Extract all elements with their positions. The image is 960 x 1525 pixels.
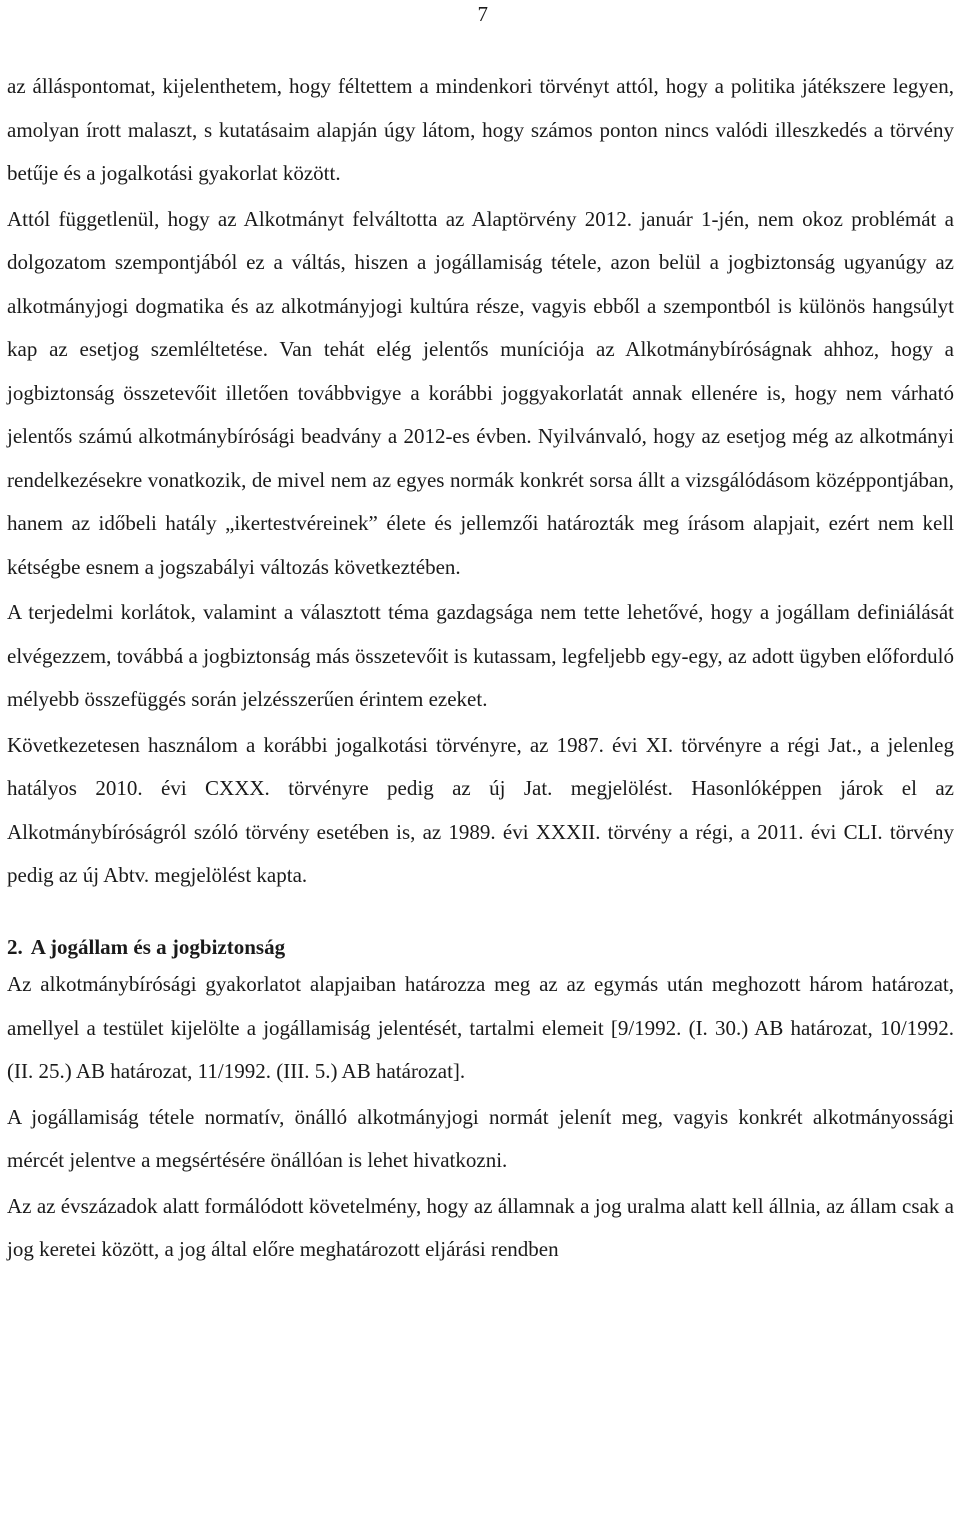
page-number: 7 xyxy=(477,2,488,26)
section-number: 2. xyxy=(7,934,23,959)
paragraph-2: Attól függetlenül, hogy az Alkotmányt felváltotta az Alaptörvény 2012. január 1-jén, nem okoz problémát a dolgozatom szempontjából ez a váltás, hiszen a jogállamiság tétele, azon belül a jogbiztonság ugyanúgy az alkotmányjogi dogmatika és az alkotmányjogi kultúra része, vagyis ebből a szempontból is különös hangsúlyt kap az esetjog szemléltetése. Van tehát elég jelentős muníciója az Alkotmánybíróságnak ahhoz, hogy a jogbiztonság összetevőit illetően továbbvigye a korábbi joggyakorlatát annak ellenére is, hogy nem várható jelentős számú alkotmánybírósági beadvány a 2012-es évben. Nyilvánvaló, hogy az esetjog még az alkotmányi rendelkezésekre vonatkozik, de mivel nem az egyes normák konkrét sorsa állt a vizsgálódásom középpontjában, hanem az időbeli hatály „ikertestvéreinek” élete és jellemzői határozták meg írásom alapjait, ezért nem kell kétségbe esnem a jogszabályi változás következtében. xyxy=(7,206,954,579)
paragraph-3: A terjedelmi korlátok, valamint a választott téma gazdagsága nem tette lehetővé, hogy a jogállam definiálását elvégezzem, továbbá a jogbiztonság más összetevőit is kutassam, legfeljebb egy-egy, az adott ügyben előforduló mélyebb összefüggés során jelzésszerűen érintem ezeket. xyxy=(7,600,954,711)
paragraph-1: az álláspontomat, kijelenthetem, hogy féltettem a mindenkori törvényt attól, hogy a politika játékszere legyen, amolyan írott malaszt, s kutatásaim alapján úgy látom, hogy számos ponton nincs valódi illeszkedés a törvény betűje és a jogalkotási gyakorlat között. xyxy=(7,74,954,185)
document-body xyxy=(7,65,954,1272)
section-title: A jogállam és a jogbiztonság xyxy=(30,934,286,959)
section-paragraph-2: A jogállamiság tétele normatív, önálló alkotmányjogi normát jelenít meg, vagyis konkrét alkotmányossági mércét jelentve a megsértésére önállóan is lehet hivatkozni. xyxy=(7,1104,954,1172)
section-paragraph-1: Az alkotmánybírósági gyakorlatot alapjaiban határozza meg az az egymás után meghozott három határozat, amellyel a testület kijelölte a jogállamiság jelentését, tartalmi elemeit [9/1992. (I. 30.) AB határozat, 10/1992. (II. 25.) AB határozat, 11/1992. (III. 5.) AB határozat]. xyxy=(7,972,954,1083)
paragraph-4: Következetesen használom a korábbi jogalkotási törvényre, az 1987. évi XI. törvényre a régi Jat., a jelenleg hatályos 2010. évi CXXX. törvényre pedig az új Jat. megjelölést. Hasonlóképpen járok el az Alkotmánybíróságról szóló törvény esetében is, az 1989. évi XXXII. törvény a régi, a 2011. évi CLI. törvény pedig az új Abtv. megjelölést kapta. xyxy=(7,732,954,887)
section-paragraph-3: Az az évszázadok alatt formálódott követelmény, hogy az államnak a jog uralma alatt kell állnia, az állam csak a jog keretei között, a jog által előre meghatározott eljárási rendben xyxy=(7,1193,954,1261)
